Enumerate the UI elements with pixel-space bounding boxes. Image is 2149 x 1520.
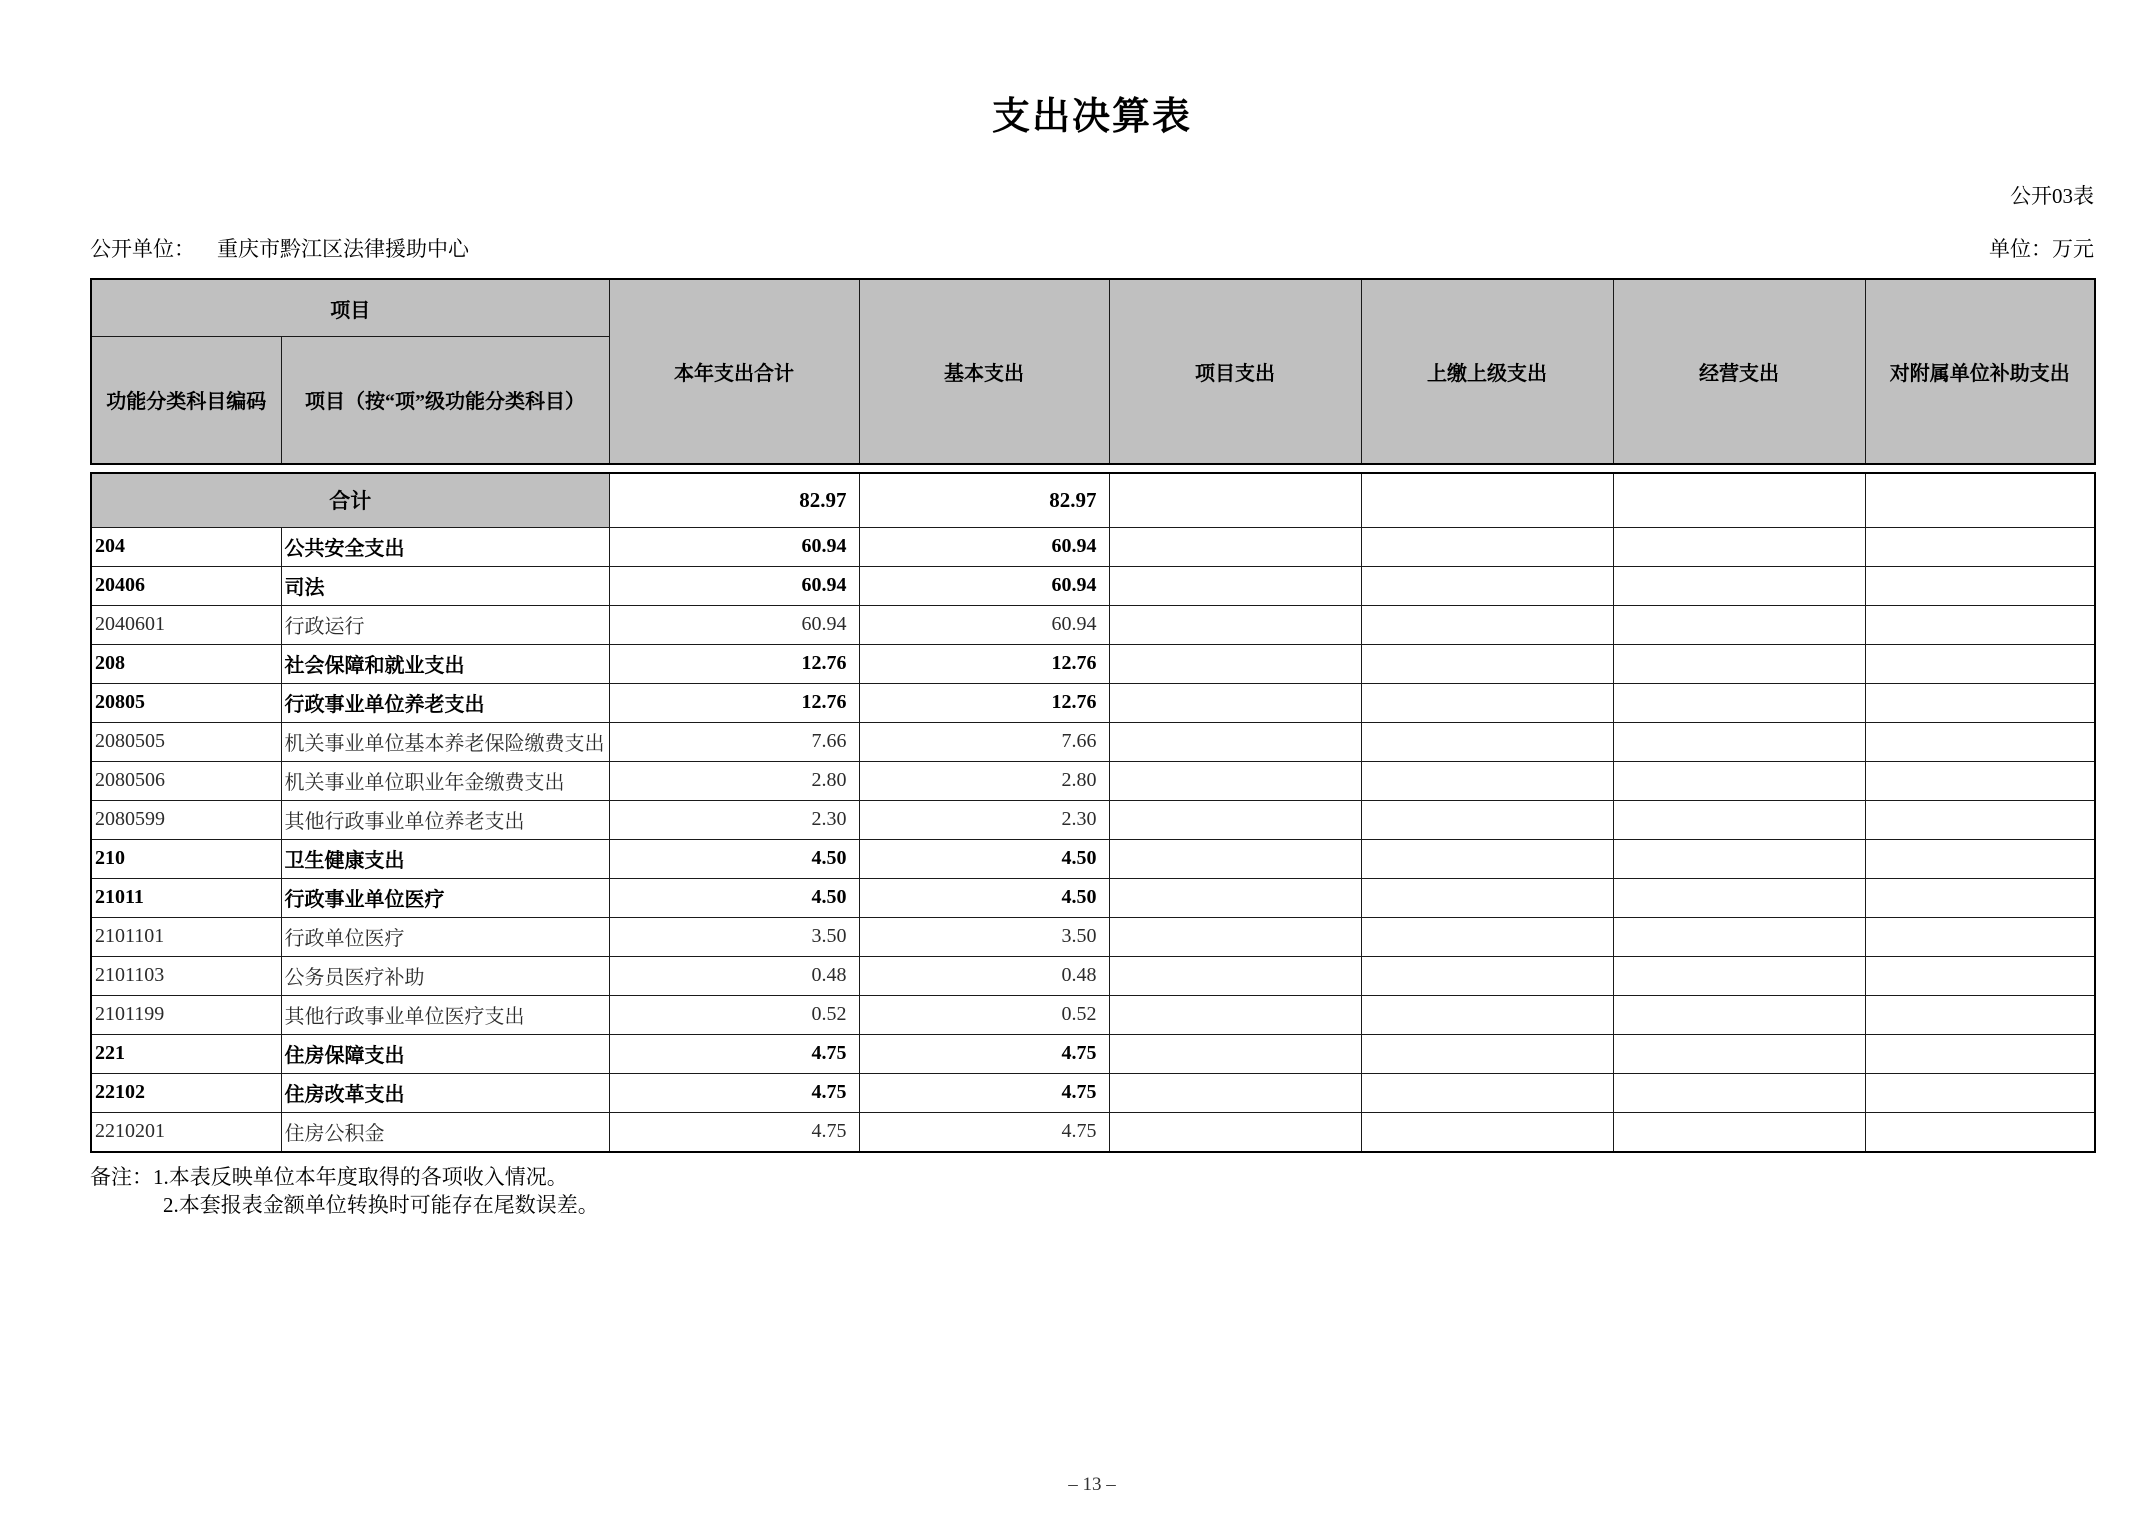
cell-current-year-total: 4.50 <box>609 839 859 878</box>
cell-function-code: 204 <box>91 527 281 566</box>
total-current-year: 82.97 <box>609 473 859 528</box>
cell-item-name: 卫生健康支出 <box>281 839 609 878</box>
cell-item-name: 司法 <box>281 566 609 605</box>
header-col-project: 项目支出 <box>1109 279 1361 464</box>
cell-upper-level-expenditure <box>1361 566 1613 605</box>
cell-current-year-total: 12.76 <box>609 644 859 683</box>
cell-project-expenditure <box>1109 1073 1361 1112</box>
header-row-group <box>91 279 2095 336</box>
cell-project-expenditure <box>1109 878 1361 917</box>
total-label: 合计 <box>91 473 609 528</box>
header-project-group: 项目 <box>91 279 609 336</box>
cell-item-name: 行政事业单位养老支出 <box>281 683 609 722</box>
cell-item-name: 行政运行 <box>281 605 609 644</box>
cell-upper-level-expenditure <box>1361 1034 1613 1073</box>
cell-project-expenditure <box>1109 1034 1361 1073</box>
cell-current-year-total: 2.80 <box>609 761 859 800</box>
cell-current-year-total: 4.50 <box>609 878 859 917</box>
cell-current-year-total: 60.94 <box>609 605 859 644</box>
cell-item-name: 公务员医疗补助 <box>281 956 609 995</box>
cell-function-code: 20805 <box>91 683 281 722</box>
footnote-2: 2.本套报表金额单位转换时可能存在尾数误差。 <box>163 1193 599 1218</box>
cell-subsidy-expenditure <box>1865 917 2095 956</box>
cell-function-code: 22102 <box>91 1073 281 1112</box>
table-row <box>91 1073 2095 1112</box>
cell-basic-expenditure: 60.94 <box>859 566 1109 605</box>
cell-subsidy-expenditure <box>1865 527 2095 566</box>
table-row <box>91 956 2095 995</box>
cell-upper-level-expenditure <box>1361 527 1613 566</box>
cell-function-code: 2101103 <box>91 956 281 995</box>
cell-basic-expenditure: 2.30 <box>859 800 1109 839</box>
table-row <box>91 722 2095 761</box>
table-row <box>91 605 2095 644</box>
cell-operating-expenditure <box>1613 1112 1865 1152</box>
table-row <box>91 566 2095 605</box>
page-content <box>0 98 2149 1220</box>
cell-function-code: 2210201 <box>91 1112 281 1152</box>
cell-basic-expenditure: 4.75 <box>859 1034 1109 1073</box>
cell-upper-level-expenditure <box>1361 995 1613 1034</box>
cell-operating-expenditure <box>1613 956 1865 995</box>
cell-function-code: 2080505 <box>91 722 281 761</box>
cell-upper-level-expenditure <box>1361 1073 1613 1112</box>
info-line <box>90 237 2094 262</box>
cell-item-name: 住房保障支出 <box>281 1034 609 1073</box>
cell-upper-level-expenditure <box>1361 644 1613 683</box>
cell-item-name: 住房公积金 <box>281 1112 609 1152</box>
cell-upper-level-expenditure <box>1361 800 1613 839</box>
table-row <box>91 800 2095 839</box>
cell-basic-expenditure: 0.48 <box>859 956 1109 995</box>
cell-project-expenditure <box>1109 995 1361 1034</box>
cell-subsidy-expenditure <box>1865 839 2095 878</box>
cell-operating-expenditure <box>1613 722 1865 761</box>
cell-function-code: 2080506 <box>91 761 281 800</box>
header-col-subsidy: 对附属单位补助支出 <box>1865 279 2095 464</box>
cell-upper-level-expenditure <box>1361 917 1613 956</box>
cell-operating-expenditure <box>1613 644 1865 683</box>
cell-operating-expenditure <box>1613 917 1865 956</box>
table-row <box>91 644 2095 683</box>
total-row <box>91 473 2095 528</box>
cell-basic-expenditure: 60.94 <box>859 527 1109 566</box>
table-row <box>91 995 2095 1034</box>
cell-operating-expenditure <box>1613 995 1865 1034</box>
cell-function-code: 221 <box>91 1034 281 1073</box>
footnotes <box>90 1163 2094 1220</box>
cell-subsidy-expenditure <box>1865 995 2095 1034</box>
cell-project-expenditure <box>1109 527 1361 566</box>
cell-current-year-total: 2.30 <box>609 800 859 839</box>
cell-current-year-total: 60.94 <box>609 527 859 566</box>
table-row <box>91 878 2095 917</box>
cell-current-year-total: 12.76 <box>609 683 859 722</box>
cell-subsidy-expenditure <box>1865 605 2095 644</box>
cell-function-code: 208 <box>91 644 281 683</box>
header-col-total: 本年支出合计 <box>609 279 859 464</box>
cell-operating-expenditure <box>1613 839 1865 878</box>
cell-subsidy-expenditure <box>1865 1112 2095 1152</box>
cell-project-expenditure <box>1109 644 1361 683</box>
cell-upper-level-expenditure <box>1361 956 1613 995</box>
header-col-upper: 上缴上级支出 <box>1361 279 1613 464</box>
cell-subsidy-expenditure <box>1865 1034 2095 1073</box>
cell-upper-level-expenditure <box>1361 878 1613 917</box>
cell-project-expenditure <box>1109 1112 1361 1152</box>
cell-subsidy-expenditure <box>1865 761 2095 800</box>
table-row <box>91 683 2095 722</box>
cell-basic-expenditure: 4.50 <box>859 839 1109 878</box>
cell-upper-level-expenditure <box>1361 683 1613 722</box>
cell-function-code: 2040601 <box>91 605 281 644</box>
cell-project-expenditure <box>1109 683 1361 722</box>
total-subsidy <box>1865 473 2095 528</box>
header-col-basic: 基本支出 <box>859 279 1109 464</box>
unit-label: 公开单位： <box>90 237 195 262</box>
cell-operating-expenditure <box>1613 605 1865 644</box>
cell-function-code: 210 <box>91 839 281 878</box>
cell-basic-expenditure: 4.75 <box>859 1112 1109 1152</box>
cell-operating-expenditure <box>1613 761 1865 800</box>
cell-operating-expenditure <box>1613 527 1865 566</box>
cell-item-name: 其他行政事业单位养老支出 <box>281 800 609 839</box>
cell-operating-expenditure <box>1613 800 1865 839</box>
cell-upper-level-expenditure <box>1361 605 1613 644</box>
cell-subsidy-expenditure <box>1865 956 2095 995</box>
cell-upper-level-expenditure <box>1361 722 1613 761</box>
cell-basic-expenditure: 0.52 <box>859 995 1109 1034</box>
cell-function-code: 2101101 <box>91 917 281 956</box>
currency-note: 单位：万元 <box>1989 237 2094 262</box>
cell-item-name: 机关事业单位基本养老保险缴费支出 <box>281 722 609 761</box>
cell-current-year-total: 0.48 <box>609 956 859 995</box>
cell-subsidy-expenditure <box>1865 1073 2095 1112</box>
cell-function-code: 20406 <box>91 566 281 605</box>
header-col-operating: 经营支出 <box>1613 279 1865 464</box>
expenditure-table-body <box>90 472 2096 1153</box>
cell-operating-expenditure <box>1613 566 1865 605</box>
header-col-item: 项目（按“项”级功能分类科目） <box>281 336 609 464</box>
cell-function-code: 2080599 <box>91 800 281 839</box>
cell-current-year-total: 4.75 <box>609 1034 859 1073</box>
cell-item-name: 行政单位医疗 <box>281 917 609 956</box>
cell-project-expenditure <box>1109 605 1361 644</box>
cell-item-name: 其他行政事业单位医疗支出 <box>281 995 609 1034</box>
cell-function-code: 21011 <box>91 878 281 917</box>
cell-function-code: 2101199 <box>91 995 281 1034</box>
cell-current-year-total: 0.52 <box>609 995 859 1034</box>
cell-project-expenditure <box>1109 956 1361 995</box>
cell-basic-expenditure: 4.50 <box>859 878 1109 917</box>
cell-item-name: 机关事业单位职业年金缴费支出 <box>281 761 609 800</box>
cell-basic-expenditure: 12.76 <box>859 644 1109 683</box>
cell-project-expenditure <box>1109 566 1361 605</box>
footnote-1: 备注：1.本表反映单位本年度取得的各项收入情况。 <box>90 1164 568 1189</box>
total-upper <box>1361 473 1613 528</box>
unit-name: 重庆市黔江区法律援助中心 <box>217 237 469 262</box>
cell-item-name: 社会保障和就业支出 <box>281 644 609 683</box>
table-row <box>91 527 2095 566</box>
cell-current-year-total: 7.66 <box>609 722 859 761</box>
cell-project-expenditure <box>1109 761 1361 800</box>
cell-subsidy-expenditure <box>1865 683 2095 722</box>
cell-project-expenditure <box>1109 839 1361 878</box>
cell-operating-expenditure <box>1613 683 1865 722</box>
header-col-code: 功能分类科目编码 <box>91 336 281 464</box>
total-basic: 82.97 <box>859 473 1109 528</box>
page-title: 支出决算表 <box>991 96 1192 138</box>
total-project <box>1109 473 1361 528</box>
table-row <box>91 1034 2095 1073</box>
cell-subsidy-expenditure <box>1865 800 2095 839</box>
cell-operating-expenditure <box>1613 1073 1865 1112</box>
cell-item-name: 住房改革支出 <box>281 1073 609 1112</box>
cell-operating-expenditure <box>1613 878 1865 917</box>
table-row <box>91 761 2095 800</box>
cell-current-year-total: 3.50 <box>609 917 859 956</box>
cell-upper-level-expenditure <box>1361 839 1613 878</box>
cell-basic-expenditure: 12.76 <box>859 683 1109 722</box>
cell-upper-level-expenditure <box>1361 761 1613 800</box>
cell-basic-expenditure: 60.94 <box>859 605 1109 644</box>
cell-subsidy-expenditure <box>1865 644 2095 683</box>
cell-current-year-total: 4.75 <box>609 1112 859 1152</box>
cell-basic-expenditure: 7.66 <box>859 722 1109 761</box>
cell-project-expenditure <box>1109 800 1361 839</box>
cell-upper-level-expenditure <box>1361 1112 1613 1152</box>
cell-basic-expenditure: 2.80 <box>859 761 1109 800</box>
table-row <box>91 917 2095 956</box>
table-row <box>91 1112 2095 1152</box>
cell-project-expenditure <box>1109 722 1361 761</box>
cell-subsidy-expenditure <box>1865 878 2095 917</box>
cell-current-year-total: 60.94 <box>609 566 859 605</box>
cell-basic-expenditure: 4.75 <box>859 1073 1109 1112</box>
cell-project-expenditure <box>1109 917 1361 956</box>
table-row <box>91 839 2095 878</box>
publishing-unit <box>90 237 469 262</box>
total-operating <box>1613 473 1865 528</box>
cell-subsidy-expenditure <box>1865 722 2095 761</box>
cell-current-year-total: 4.75 <box>609 1073 859 1112</box>
cell-basic-expenditure: 3.50 <box>859 917 1109 956</box>
cell-item-name: 公共安全支出 <box>281 527 609 566</box>
form-code: 公开03表 <box>2010 184 2094 208</box>
expenditure-table-header <box>90 278 2096 465</box>
cell-operating-expenditure <box>1613 1034 1865 1073</box>
cell-subsidy-expenditure <box>1865 566 2095 605</box>
cell-item-name: 行政事业单位医疗 <box>281 878 609 917</box>
page-number: – 13 – <box>1068 1474 1116 1495</box>
